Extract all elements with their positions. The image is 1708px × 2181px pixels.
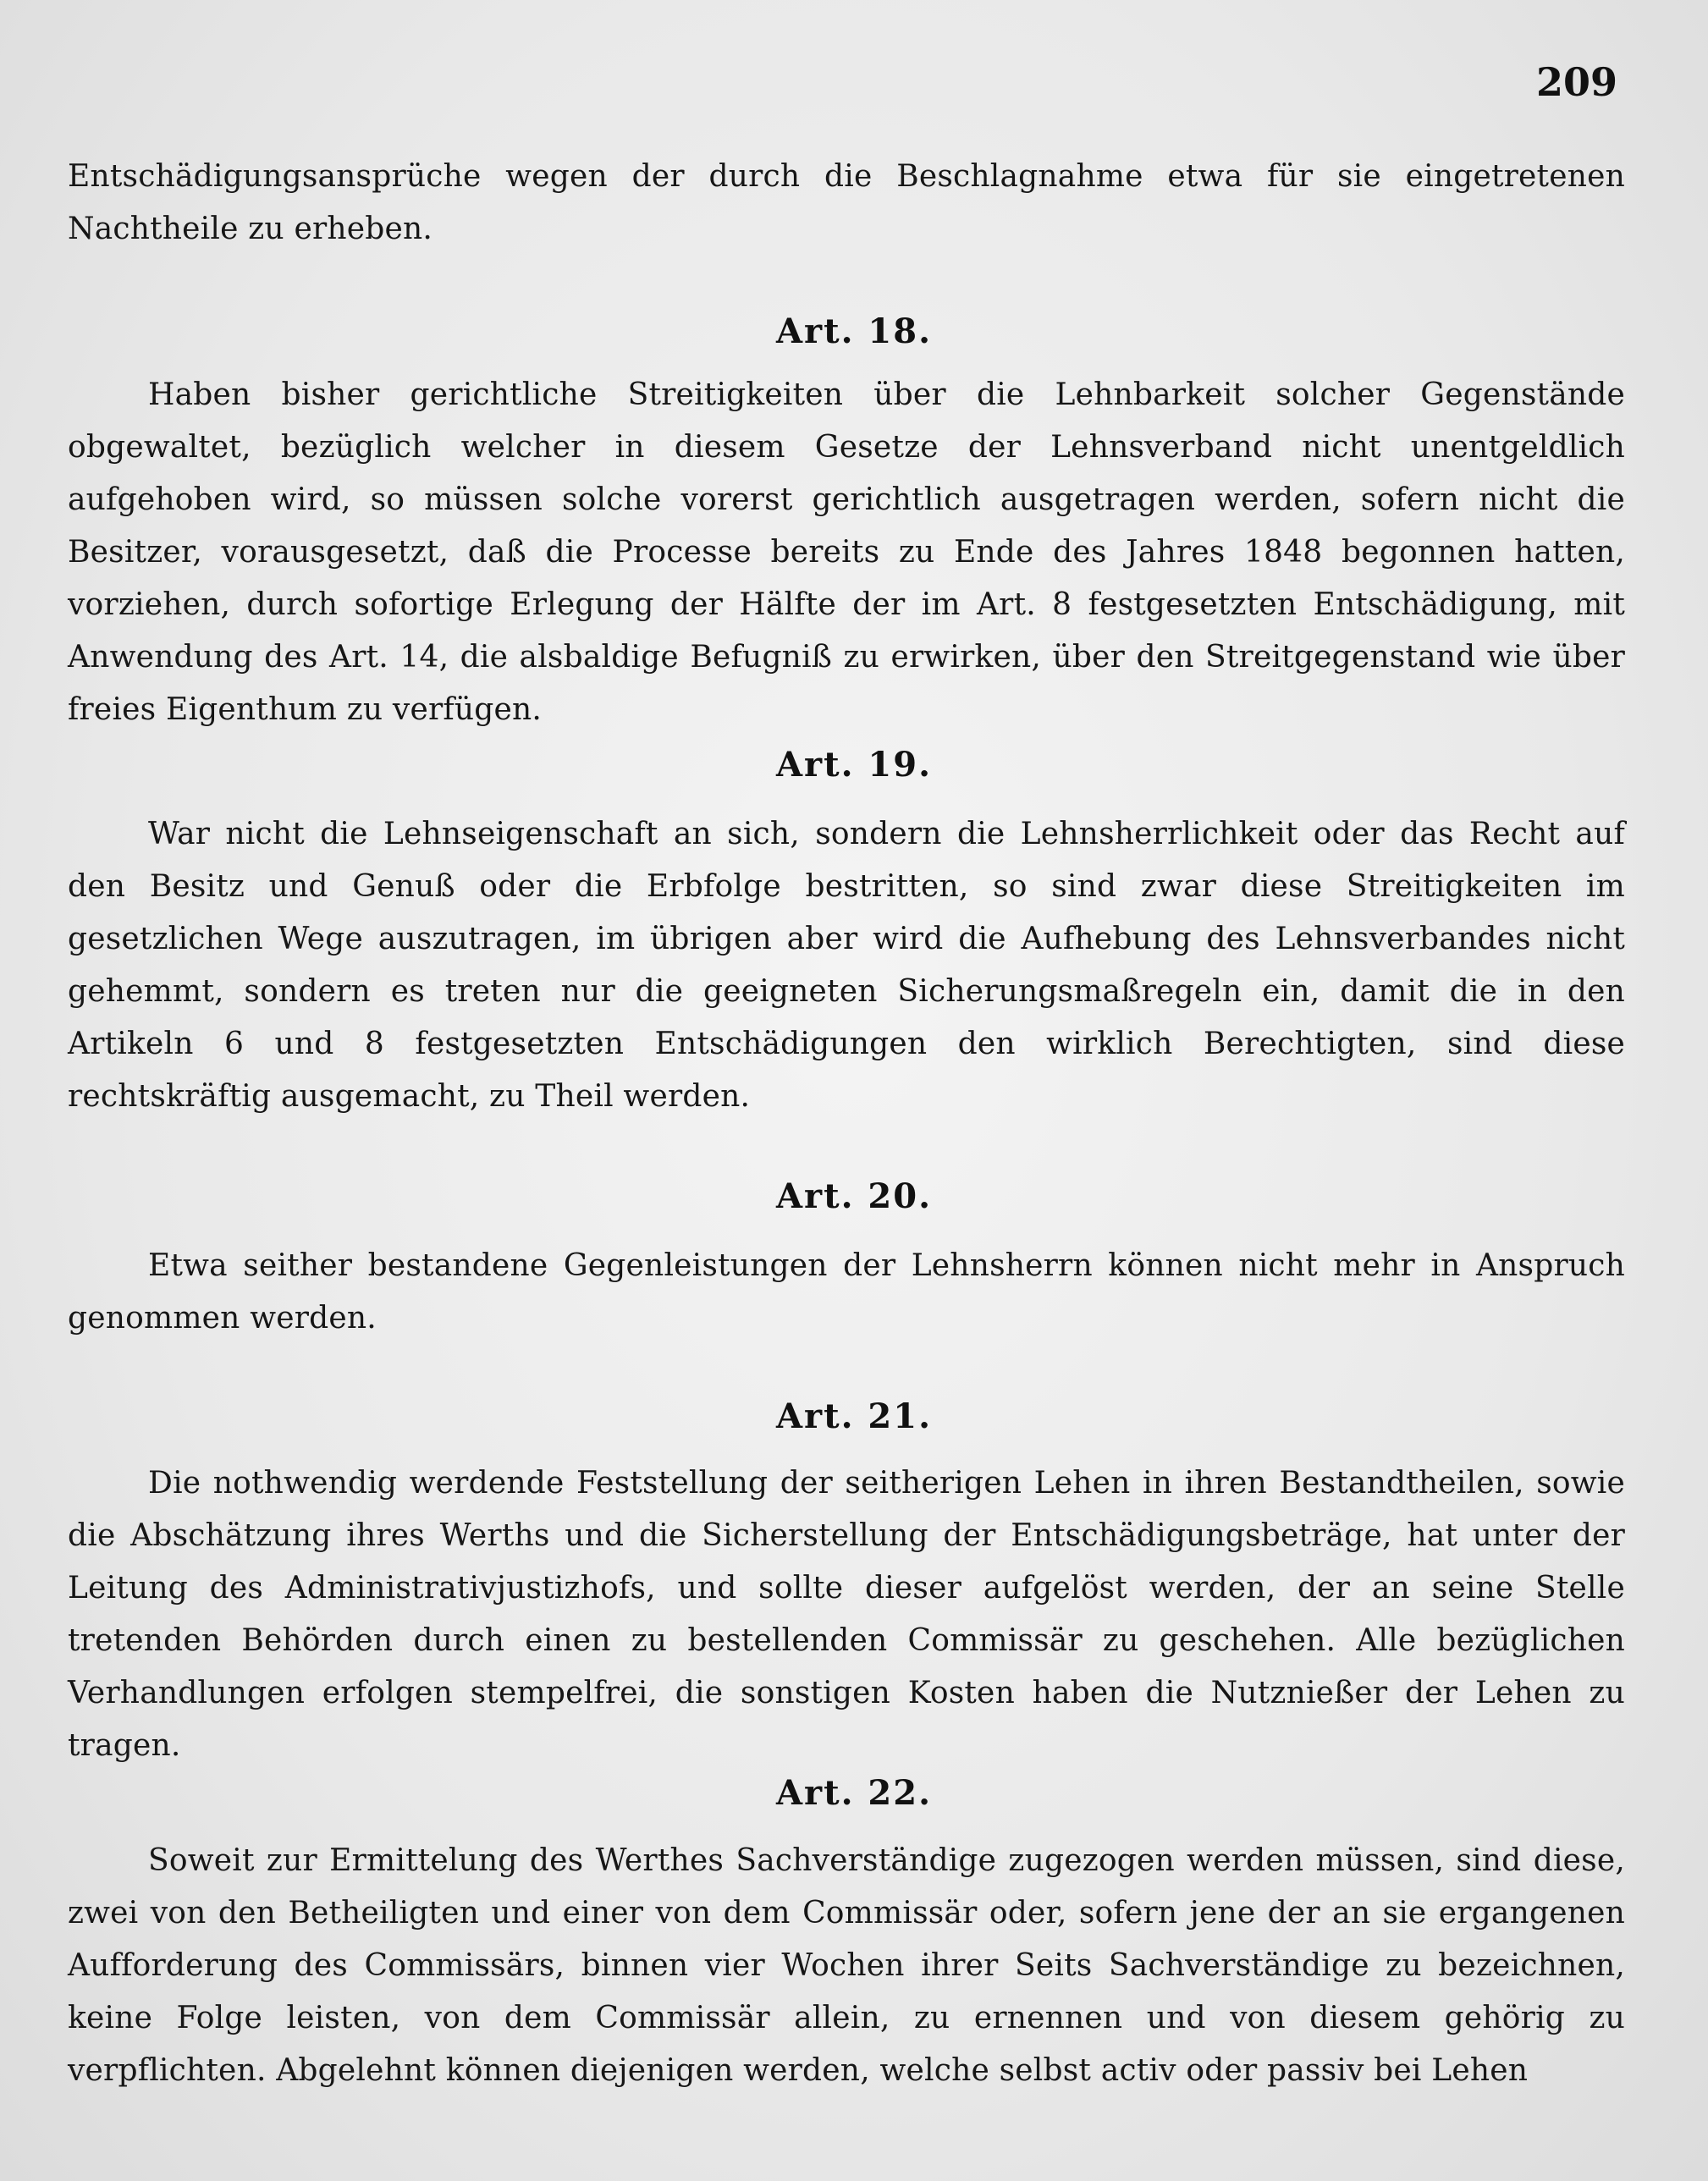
article-19-block (68, 808, 1625, 1123)
article-20-heading: Art. 20. (775, 1176, 933, 1216)
article-20-text: Etwa seither bestandene Gegenleistungen der Lehnsherrn können nicht mehr in Anspruch genommen werden. (68, 1248, 1625, 1336)
article-20-block (68, 1240, 1625, 1345)
continuation-block (68, 151, 1625, 256)
article-21-heading: Art. 21. (775, 1396, 933, 1436)
article-22-block (68, 1835, 1625, 2097)
article-18-block (68, 369, 1625, 736)
page-number: 209 (1536, 59, 1618, 105)
article-21-block (68, 1457, 1625, 1772)
article-19-heading: Art. 19. (775, 745, 933, 785)
article-18-heading: Art. 18. (775, 311, 933, 351)
continuation-paragraph: Entschädigungsansprüche wegen der durch die Beschlagnahme etwa für sie eingetretenen Nachtheile zu erheben. (68, 159, 1625, 246)
article-22-text: Soweit zur Ermittelung des Werthes Sachverständige zugezogen werden müssen, sind diese, zwei von den Betheiligten und einer von dem Commissär oder, sofern jene der an sie ergangenen Aufforderung des Commissärs, binnen vier Wochen ihrer Seits Sachverständige zu bezeichnen, keine Folge leisten, von dem Commissär allein, zu ernennen und von diesem gehörig zu verpflichten. Abgelehnt können diejenigen werden, welche selbst activ oder passiv bei Lehen (68, 1843, 1625, 2088)
article-19-text: War nicht die Lehnseigenschaft an sich, sondern die Lehnsherrlichkeit oder das Recht auf den Besitz und Genuß oder die Erbfolge bestritten, so sind zwar diese Streitigkeiten im gesetzlichen Wege auszutragen, im übrigen aber wird die Aufhebung des Lehnsverbandes nicht gehemmt, sondern es treten nur die geeigneten Sicherungsmaßregeln ein, damit die in den Artikeln 6 und 8 festgesetzten Entschädigungen den wirklich Berechtigten, sind diese rechtskräftig ausgemacht, zu Theil werden. (68, 817, 1625, 1114)
article-22-heading: Art. 22. (775, 1773, 933, 1813)
article-21-text: Die nothwendig werdende Feststellung der seitherigen Lehen in ihren Bestandtheilen, sowie die Abschätzung ihres Werths und die Sicherstellung der Entschädigungsbeträge, hat unter der Leitung des Administrativjustizhofs, und sollte dieser aufgelöst werden, der an seine Stelle tretenden Behörden durch einen zu bestellenden Commissär zu geschehen. Alle bezüglichen Verhandlungen erfolgen stempelfrei, die sonstigen Kosten haben die Nutznießer der Lehen zu tragen. (68, 1466, 1625, 1763)
article-18-text: Haben bisher gerichtliche Streitigkeiten über die Lehnbarkeit solcher Gegenstände obgewaltet, bezüglich welcher in diesem Gesetze der Lehnsverband nicht unentgeldlich aufgehoben wird, so müssen solche vorerst gerichtlich ausgetragen werden, sofern nicht die Besitzer, vorausgesetzt, daß die Processe bereits zu Ende des Jahres 1848 begonnen hatten, vorziehen, durch sofortige Erlegung der Hälfte der im Art. 8 festgesetzten Entschädigung, mit Anwendung des Art. 14, die alsbaldige Befugniß zu erwirken, über den Streitgegenstand wie über freies Eigenthum zu verfügen. (68, 377, 1625, 727)
